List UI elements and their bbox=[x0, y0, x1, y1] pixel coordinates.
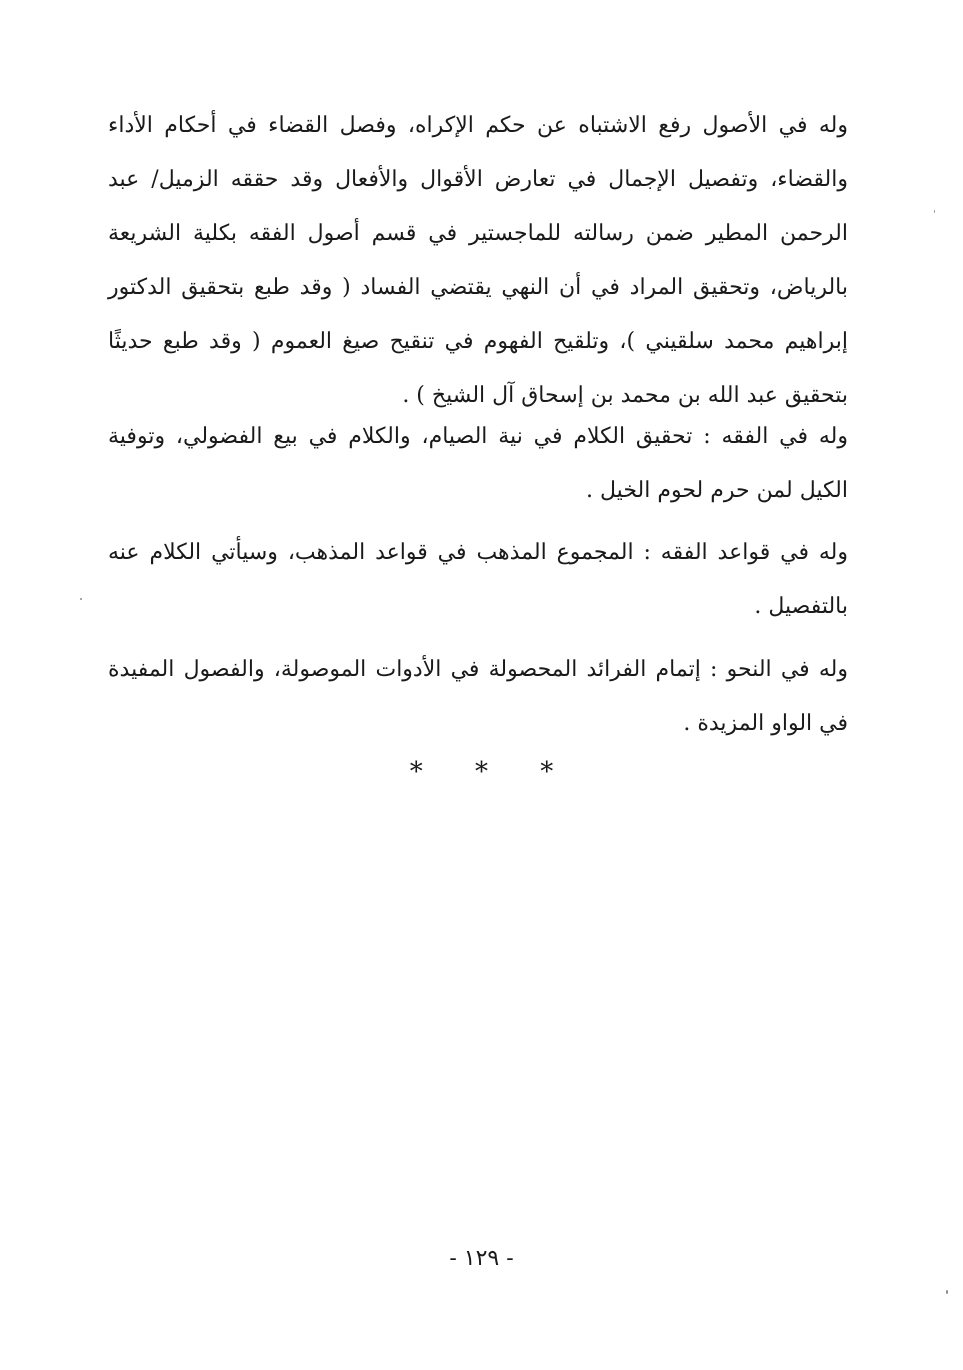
scan-speck bbox=[934, 210, 935, 213]
paragraph-usul: وله في الأصول رفع الاشتباه عن حكم الإكراه، وفصل القضاء في أحكام الأداء والقضاء، وتفصيل الإجمال في تعارض الأقوال والأفعال وقد حققه الزميل/ عبد الرحمن المطير ضمن رسالته للماجستير في قسم أصول الفقه بكلية الشريعة بالرياض، وتحقيق المراد في أن النهي يقتضي الفساد ( وقد طبع بتحقيق الدكتور إبراهيم محمد سلقيني )، وتلقيح الفهوم في تنقيح صيغ العموم ( وقد طبع حديثًا بتحقيق عبد الله بن محمد بن إسحاق آل الشيخ ) . bbox=[108, 113, 848, 408]
page-number: - ١٢٩ - bbox=[449, 1246, 514, 1271]
paragraph-fiqh: وله في الفقه : تحقيق الكلام في نية الصيام، والكلام في بيع الفضولي، وتوفية الكيل لمن حرم لحوم الخيل . bbox=[108, 424, 848, 503]
separator-star: * bbox=[540, 757, 554, 787]
scan-speck bbox=[80, 598, 82, 600]
paragraph-nahw: وله في النحو : إتمام الفرائد المحصولة في الأدوات الموصولة، والفصول المفيدة في الواو المزيدة . bbox=[108, 657, 848, 736]
separator-star: * bbox=[475, 757, 488, 787]
paragraph-qawaid-fiqh: وله في قواعد الفقه : المجموع المذهب في قواعد المذهب، وسيأتي الكلام عنه بالتفصيل . bbox=[108, 540, 848, 619]
scan-speck bbox=[946, 1290, 948, 1294]
separator-star: * bbox=[409, 757, 423, 787]
section-separator bbox=[0, 757, 963, 787]
